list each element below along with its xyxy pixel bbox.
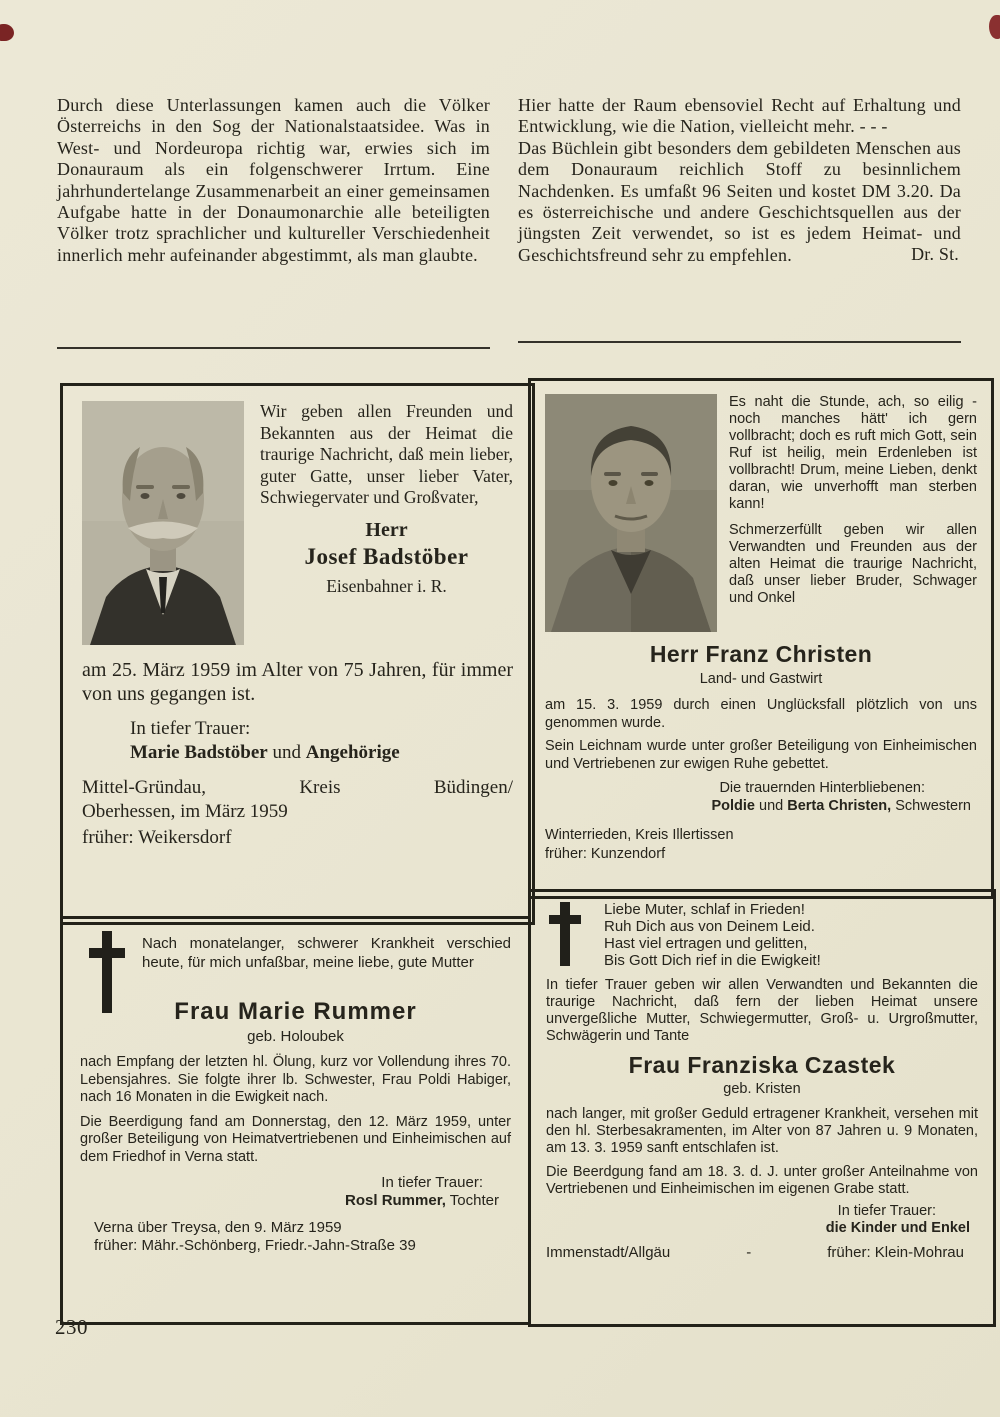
deceased-name: Herr Franz Christen [649, 641, 873, 667]
obituary-christen [528, 378, 994, 899]
obituary-intro-column [260, 401, 513, 645]
divider-rule [57, 347, 490, 349]
mourning-label: In tiefer Trauer: [130, 718, 251, 739]
memorial-verse-line: Liebe Muter, schlaf in Frieden! [604, 901, 805, 918]
article-left-column [57, 95, 490, 266]
mourners-line [545, 798, 977, 814]
divider-rule [518, 341, 961, 343]
page-number: 230 [55, 1315, 88, 1339]
burial-notice-text: Die Beerdigung fand am Donnerstag, den 12. März 1959, unter großer Beteiligung von Heimatvertriebenen und Einheimischen auf dem Friedhof in Verna statt. [80, 1113, 511, 1165]
obituary-czastek [528, 889, 996, 1327]
death-notice-text: nach Empfang der letzten hl. Ölung, kurz vor Vollendung ihres 70. Lebensjahres. Sie folgte ihrer lb. Schwester, Frau Poldi Habiger, nach 16 Monaten in die Ewigkeit nach. [80, 1054, 511, 1105]
death-notice-text: am 25. März 1959 im Alter von 75 Jahren, für immer von uns gegangen ist. [82, 659, 513, 705]
deceased-name: Frau Franziska Czastek [628, 1052, 896, 1078]
mourner-conjunction: und [272, 742, 301, 763]
cross-icon [89, 931, 125, 1013]
obituary-badstoeber [60, 383, 535, 925]
article-paragraph: Hier hatte der Raum ebensoviel Recht auf Erhaltung und Entwicklung, wie die Nation, vielleicht mehr. - - - [518, 95, 961, 137]
maiden-name: geb. Holoubek [247, 1028, 344, 1045]
mourner-name: Poldie [711, 798, 755, 814]
mourning-label: In tiefer Trauer: [381, 1174, 483, 1191]
place-line: Mittel-Gründau, Kreis Büdingen/ [82, 777, 513, 798]
obituary-intro-text: Nach monatelanger, schwerer Krankheit verschied heute, für mich unfaßbar, meine liebe, gute Mutter [142, 935, 511, 971]
place-line: Immenstadt/Allgäu [546, 1244, 671, 1262]
place-line: Oberhessen, im März 1959 [82, 801, 288, 822]
mourners-line [82, 742, 513, 764]
death-notice-text: nach langer, mit großer Geduld ertragener Krankheit, versehen mit den hl. Sterbesakramenten, im Alter von 87 Jahren u. 9 Monaten, am 13. 3. 1959 sanft entschlafen ist. [546, 1106, 978, 1157]
obituary-rummer [60, 916, 531, 1325]
article-paragraph: Das Büchlein gibt besonders dem gebildeten Menschen aus dem Donauraum reichlich Stoff zu besinnlichem Nachdenken. Es umfaßt 96 Seiten und kostet DM 3.20. Da es österreichische und andere Geschichtsquellen aus der jüngsten Zeit verwendet, so ist es jedem Heimat- und Geschichtsfreund sehr zu empfehlen. [518, 137, 961, 265]
mourner-relation: Schwestern [895, 798, 971, 814]
mourner-name: Berta Christen, [787, 798, 892, 814]
scan-mark-top-right [989, 15, 1000, 39]
separator-dash: - [746, 1244, 752, 1262]
obituary-header-row [545, 394, 977, 632]
mourning-label: Die trauernden Hinterbliebenen: [719, 780, 925, 796]
obituary-intro-column [729, 394, 977, 632]
memorial-verse-line: Ruh Dich aus von Deinem Leid. [604, 918, 815, 935]
obituary-intro-text: In tiefer Trauer geben wir allen Verwandten und Bekannten die traurige Nachricht, daß fern der lieben Heimat unsere unvergeßliche Mutter, Schwiegermutter, Groß- u. Urgroßmutter, Schwägerin und Tante [546, 977, 978, 1044]
former-residence-line: früher: Klein-Mohrau [827, 1244, 964, 1262]
mourner-name: Marie Badstöber [130, 742, 268, 763]
mourner-name: Rosl Rummer, [345, 1192, 446, 1209]
cross-icon [549, 902, 581, 966]
obituary-intro-text: Schmerzerfüllt geben wir allen Verwandten und Freunden aus der alten Heimat die traurige Nachricht, daß unser lieber Bruder, Schwager und Onkel [729, 522, 977, 606]
mourners-line: die Kinder und Enkel [825, 1220, 970, 1237]
former-residence-line: früher: Weikersdorf [82, 827, 232, 848]
portrait-photo-christen [545, 394, 717, 632]
deceased-name: Josef Badstöber [304, 543, 469, 569]
deceased-name: Frau Marie Rummer [174, 998, 417, 1025]
mourner-name: Angehörige [305, 742, 400, 763]
deceased-profession: Land- und Gastwirt [699, 671, 823, 687]
place-line: Winterrieden, Kreis Illertissen [545, 827, 734, 843]
burial-notice-text: Die Beerdgung fand am 18. 3. d. J. unter großer Anteilnahme von Vertriebenen und Einheimischen im eigenen Grabe statt. [546, 1163, 978, 1197]
maiden-name: geb. Kristen [723, 1081, 801, 1097]
place-row [546, 1244, 978, 1261]
former-residence-line: früher: Kunzendorf [545, 846, 666, 862]
obituary-intro-text: Wir geben allen Freunden und Bekannten aus der Heimat die traurige Nachricht, daß mein lieber, guter Gatte, unser lieber Vater, Schwiegervater und Großvater, [260, 401, 513, 507]
place-line: Verna über Treysa, den 9. März 1959 [94, 1219, 342, 1236]
former-residence-line: früher: Mähr.-Schönberg, Friedr.-Jahn-Straße 39 [94, 1237, 416, 1254]
portrait-photo-badstoeber [82, 401, 244, 645]
scan-mark-top-left [0, 24, 14, 41]
deceased-salutation: Herr [365, 518, 408, 541]
mourners-line [80, 1192, 511, 1209]
memorial-verse: Es naht die Stunde, ach, so eilig - noch manches hätt' ich gern vollbracht; doch es ruft mich Gott, sein Ruf ist heilig, mein Erdenleben ist vollbracht! Drum, meine Lieben, denkt daran, wie unverhofft man sterben kann! [729, 394, 977, 512]
burial-notice-text: Sein Leichnam wurde unter großer Beteiligung von Einheimischen und Vertriebenen zur ewigen Ruhe gebettet. [545, 738, 977, 772]
memorial-verse-line: Bis Gott Dich rief in die Ewigkeit! [604, 952, 821, 969]
memorial-verse-line: Hast viel ertragen und gelitten, [604, 935, 808, 952]
death-notice-text: am 15. 3. 1959 durch einen Unglücksfall plötzlich von uns genommen wurde. [545, 697, 977, 731]
obituary-header-row [82, 401, 513, 645]
article-signature: Dr. St. [911, 243, 959, 264]
article-right-column [518, 95, 961, 266]
mourner-relation: Tochter [449, 1192, 499, 1209]
article-paragraph: Durch diese Unterlassungen kamen auch die Völker Österreichs in den Sog der Nationalstaatsidee. Was in West- und Nordeuropa richtig war, erwies sich im Donauraum als ein folgenschwerer Irrtum. Eine jahrhundertelange Zusammenarbeit an einer gemeinsamen Aufgabe hatte in der Donaumonarchie alle beteiligten Völker trotz sprachlicher und kultureller Verschiedenheit innerlich mehr aufeinander abgestimmt, als man glaubte. [57, 95, 490, 265]
deceased-profession: Eisenbahner i. R. [326, 575, 447, 596]
mourning-label: In tiefer Trauer: [837, 1203, 936, 1220]
mourner-conjunction: und [759, 798, 784, 814]
